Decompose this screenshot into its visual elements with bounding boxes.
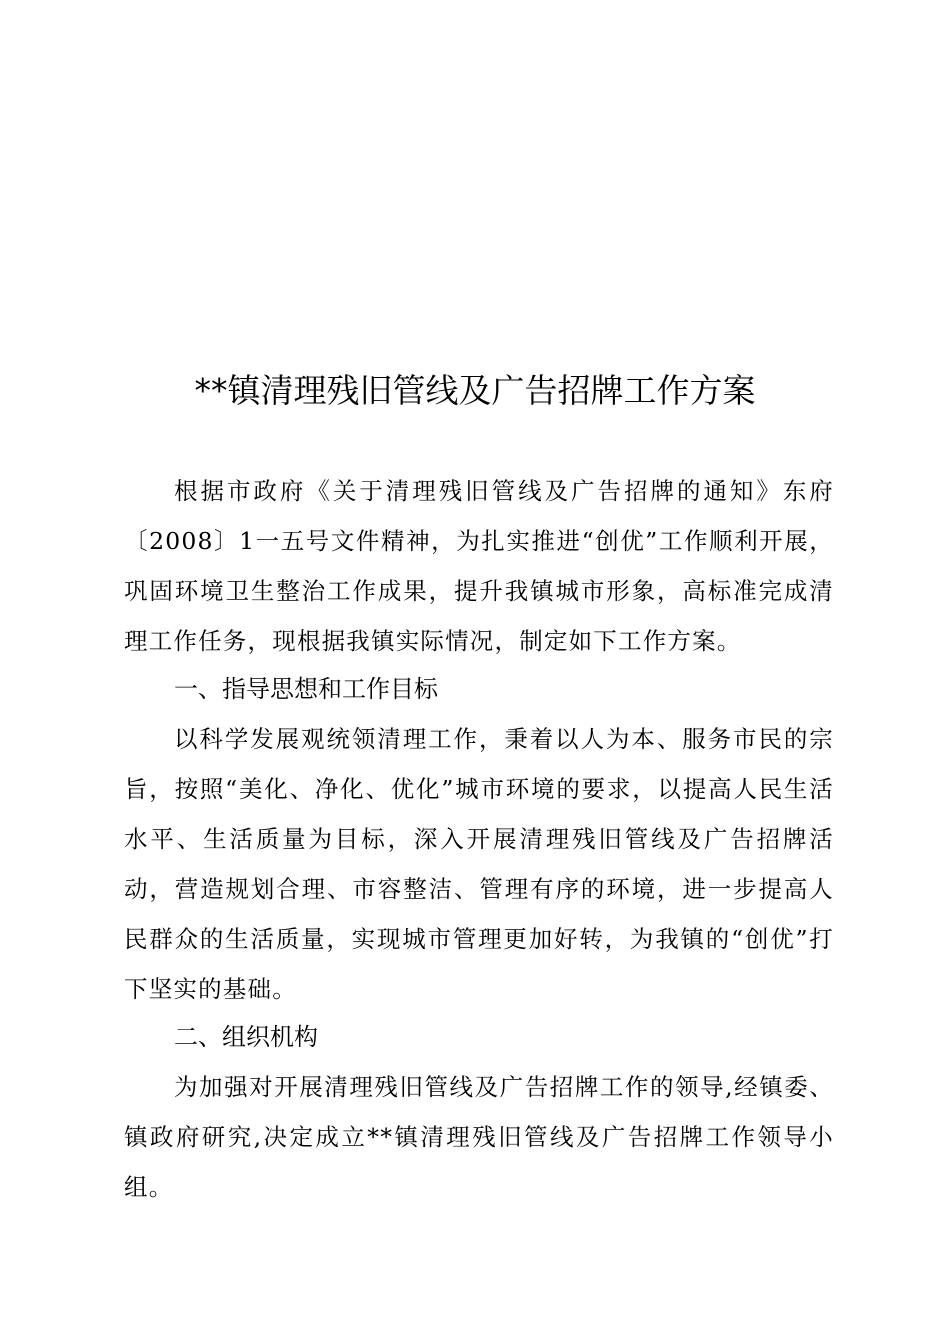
section-heading-guiding-ideology: 一、指导思想和工作目标 [174, 675, 438, 703]
document-title: **镇清理残旧管线及广告招牌工作方案 [194, 371, 756, 410]
section-heading-organization: 二、组织机构 [174, 1023, 318, 1051]
section-paragraph-guiding-ideology: 以科学发展观统领清理工作，秉着以人为本、服务市民的宗旨，按照“美化、净化、优化”城市环境的要求，以提高人民生活水平、生活质量为目标，深入开展清理残旧管线及广告招牌活动，营造规划合理、市容整洁、管理有序的环境，进一步提高人民群众的生活质量，实现城市管理更加好转，为我镇的“创优”打下坚实的基础。 [124, 725, 834, 1003]
intro-paragraph: 根据市政府《关于清理残旧管线及广告招牌的通知》东府〔2008〕1一五号文件精神，为扎实推进“创优”工作顺利开展，巩固环境卫生整治工作成果，提升我镇城市形象，高标准完成清理工作任务，现根据我镇实际情况，制定如下工作方案。 [124, 477, 834, 655]
section-paragraph-organization: 为加强对开展清理残旧管线及广告招牌工作的领导,经镇委、镇政府研究,决定成立**镇清理残旧管线及广告招牌工作领导小组。 [124, 1073, 834, 1201]
